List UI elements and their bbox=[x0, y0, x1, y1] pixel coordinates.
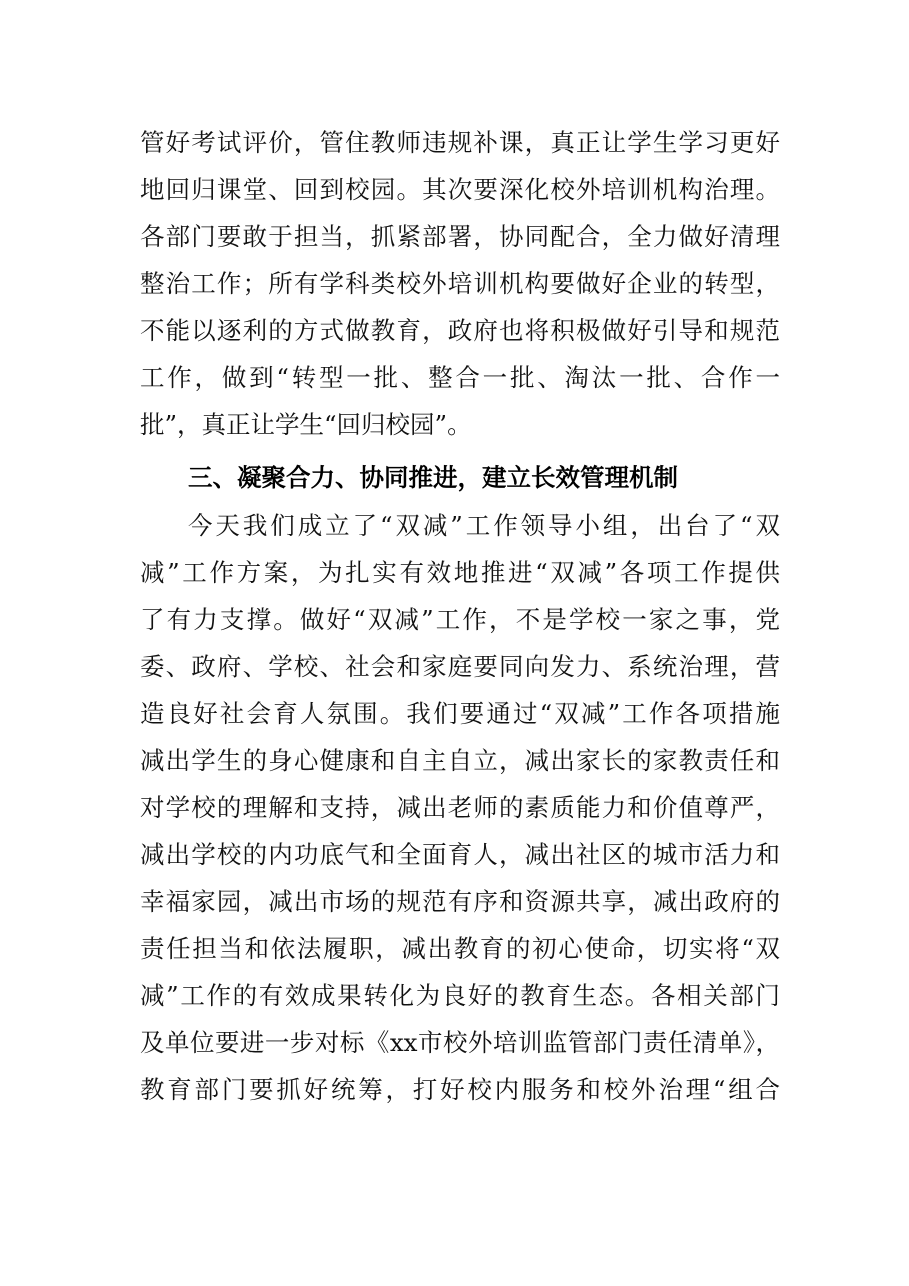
paragraph-2-line-8: 减出学校的内功底气和全面育人，减出社区的城市活力和 bbox=[140, 840, 780, 869]
paragraph-2-line-2: 减”工作方案，为扎实有效地推进“双减”各项工作提供 bbox=[140, 558, 780, 587]
paragraph-2-line-4: 委、政府、学校、社会和家庭要同向发力、系统治理，营 bbox=[140, 652, 780, 681]
paragraph-2-line-3: 了有力支撑。做好“双减”工作，不是学校一家之事，党 bbox=[140, 605, 780, 634]
paragraph-1-line-2: 地回归课堂、回到校园。其次要深化校外培训机构治理。 bbox=[140, 175, 780, 204]
paragraph-2-line-1: 今天我们成立了“双减”工作领导小组，出台了“双 bbox=[188, 511, 780, 540]
paragraph-2-line-9: 幸福家园，减出市场的规范有序和资源共享，减出政府的 bbox=[140, 887, 780, 916]
paragraph-2-line-7: 对学校的理解和支持，减出老师的素质能力和价值尊严， bbox=[140, 793, 780, 822]
paragraph-2-line-11: 减”工作的有效成果转化为良好的教育生态。各相关部门 bbox=[140, 981, 780, 1010]
paragraph-2-line-5: 造良好社会育人氛围。我们要通过“双减”工作各项措施 bbox=[140, 699, 780, 728]
paragraph-1-line-6: 工作，做到“转型一批、整合一批、淘汰一批、合作一 bbox=[140, 363, 780, 392]
paragraph-2-line-12: 及单位要进一步对标《xx市校外培训监管部门责任清单》， bbox=[140, 1028, 780, 1057]
section-heading: 三、凝聚合力、协同推进，建立长效管理机制 bbox=[188, 463, 678, 492]
paragraph-2-line-13: 教育部门要抓好统筹，打好校内服务和校外治理“组合 bbox=[140, 1075, 780, 1104]
paragraph-1-line-3: 各部门要敢于担当，抓紧部署，协同配合，全力做好清理 bbox=[140, 222, 780, 251]
paragraph-1-line-4: 整治工作；所有学科类校外培训机构要做好企业的转型， bbox=[140, 269, 780, 298]
paragraph-1-line-1: 管好考试评价，管住教师违规补课，真正让学生学习更好 bbox=[140, 128, 780, 157]
paragraph-1-line-7: 批”，真正让学生“回归校园”。 bbox=[140, 410, 472, 439]
paragraph-2-line-6: 减出学生的身心健康和自主自立，减出家长的家教责任和 bbox=[140, 746, 780, 775]
paragraph-2-line-10: 责任担当和依法履职，减出教育的初心使命，切实将“双 bbox=[140, 934, 780, 963]
paragraph-1-line-5: 不能以逐利的方式做教育，政府也将积极做好引导和规范 bbox=[140, 316, 780, 345]
